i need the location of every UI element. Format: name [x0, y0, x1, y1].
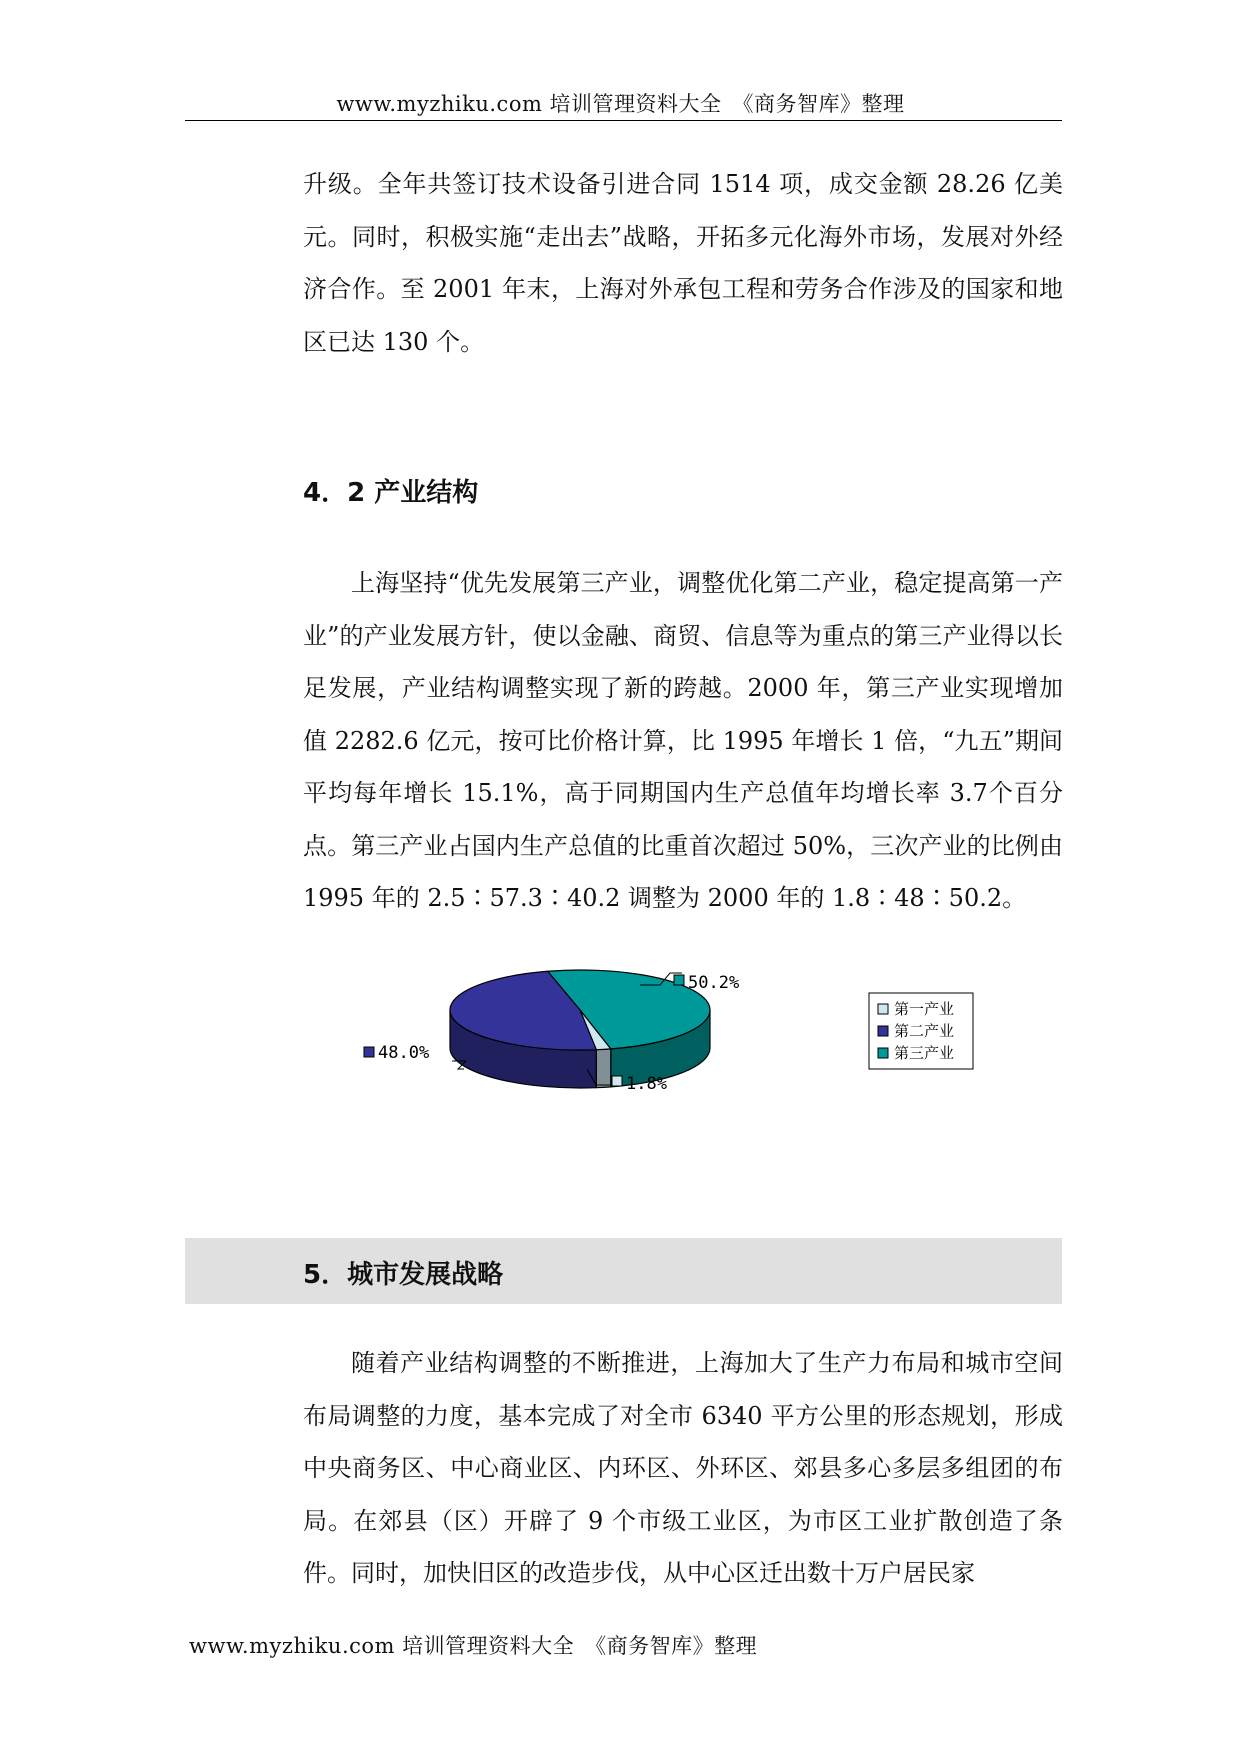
pie-group [450, 970, 710, 1088]
data-label-2: 50.2% [688, 973, 740, 993]
label-swatch-1 [364, 1047, 374, 1057]
legend-swatch-2 [878, 1048, 888, 1058]
legend-label-2: 第三产业 [894, 1044, 955, 1062]
chart-legend [869, 993, 973, 1069]
paragraph-intro: 升级。全年共签订技术设备引进合同 1514 项，成交金额 28.26 亿美元。同时，积极实施“走出去”战略，开拓多元化海外市场，发展对外经济合作。至 2001 年末，上海对外承包工程和劳务合作涉及的国家和地区已达 130 个。 [303, 170, 1063, 356]
page-header: www.myzhiku.com 培训管理资料大全 《商务智库》整理 [336, 92, 905, 116]
page-footer: www.myzhiku.com 培训管理资料大全 《商务智库》整理 [189, 1634, 758, 1658]
legend-label-1: 第二产业 [894, 1022, 955, 1040]
data-label-0: 1.8% [626, 1074, 667, 1094]
paragraph-city-strategy: 随着产业结构调整的不断推进，上海加大了生产力布局和城市空间布局调整的力度，基本完成了对全市 6340 平方公里的形态规划，形成中央商务区、中心商业区、内环区、外环区、郊县多心多层多组团的布局。在郊县（区）开辟了 9 个市级工业区，为市区工业扩散创造了条件。同时，加快旧区的改造步伐，从中心区迁出数十万户居民家 [303, 1349, 1063, 1587]
legend-swatch-0 [878, 1004, 888, 1014]
paragraph-industry-structure: 上海坚持“优先发展第三产业，调整优化第二产业，稳定提高第一产业”的产业发展方针，使以金融、商贸、信息等为重点的第三产业得以长足发展，产业结构调整实现了新的跨越。2000 年，第三产业实现增加值 2282.6 亿元，按可比价格计算，比 1995 年增长 1 倍，“九五”期间平均每年增长 15.1%，高于同期国内生产总值年均增长率 3.7个百分点。第三产业占国内生产总值的比重首次超过 50%，三次产业的比例由 1995 年的 2.5∶57.3∶40.2 调整为 2000 年的 1.8∶48∶50.2。 [303, 569, 1063, 912]
legend-label-0: 第一产业 [894, 1000, 955, 1018]
data-label-1: 48.0% [378, 1043, 430, 1063]
section-heading-4-2: 4．2 产业结构 [303, 478, 479, 508]
section-heading-5: 5．城市发展战略 [303, 1260, 504, 1290]
header-rule [185, 120, 1062, 121]
legend-swatch-1 [878, 1026, 888, 1036]
label-swatch-0 [612, 1076, 622, 1086]
pie-side-0 [596, 1049, 610, 1088]
label-swatch-2 [674, 975, 684, 985]
industry-structure-pie-chart [378, 965, 1000, 1120]
